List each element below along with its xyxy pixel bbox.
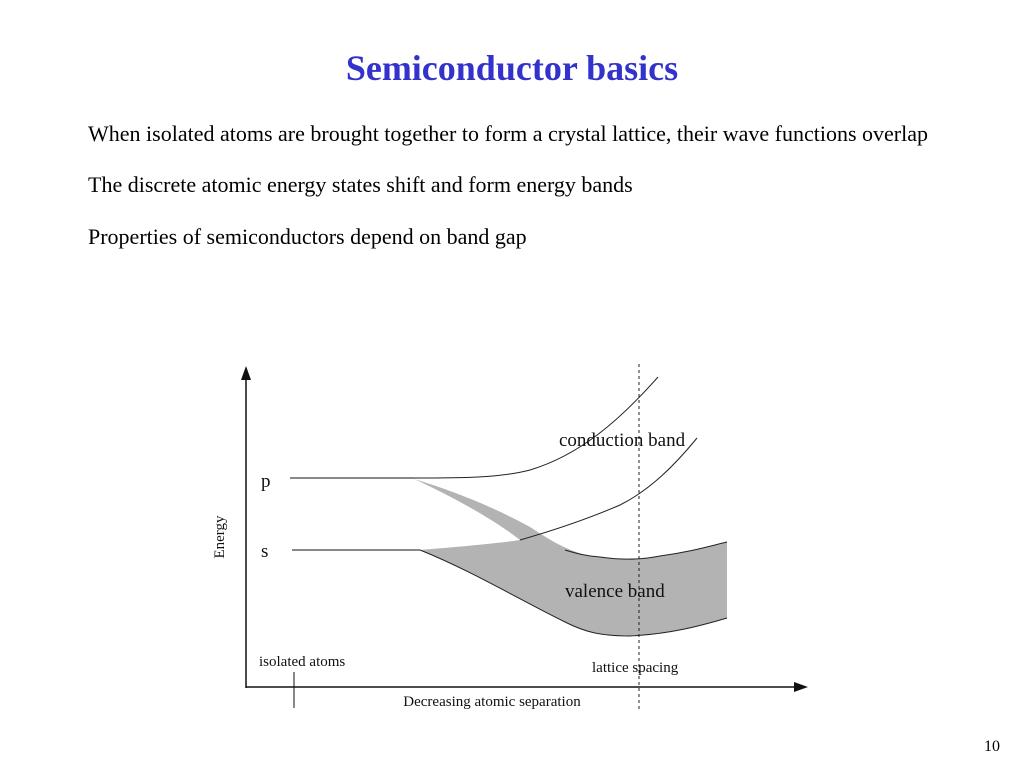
conduction-band-upper-edge (414, 377, 658, 478)
conduction-band-lower-edge (520, 438, 697, 540)
bullet-item: Properties of semiconductors depend on band gap (88, 224, 527, 249)
energy-axis-label: Energy (212, 515, 228, 559)
band-region (414, 479, 727, 636)
bullet-item: When isolated atoms are brought together to form a crystal lattice, their wave functions overlap (88, 121, 928, 146)
s-level-label: s (261, 541, 269, 562)
bullet-item: The discrete atomic energy states shift and form energy bands (88, 172, 633, 197)
conduction-band-label: conduction band (559, 430, 686, 451)
valence-band-label: valence band (565, 581, 665, 602)
x-axis-arrowhead (794, 682, 808, 692)
x-axis-label: Decreasing atomic separation (403, 694, 581, 710)
isolated-atoms-label: isolated atoms (259, 654, 346, 670)
slide-title: Semiconductor basics (345, 48, 679, 88)
y-axis-arrowhead (241, 366, 251, 380)
page-number: 10 (984, 738, 1000, 755)
lattice-spacing-label: lattice spacing (592, 660, 679, 676)
p-level-label: p (261, 471, 271, 492)
